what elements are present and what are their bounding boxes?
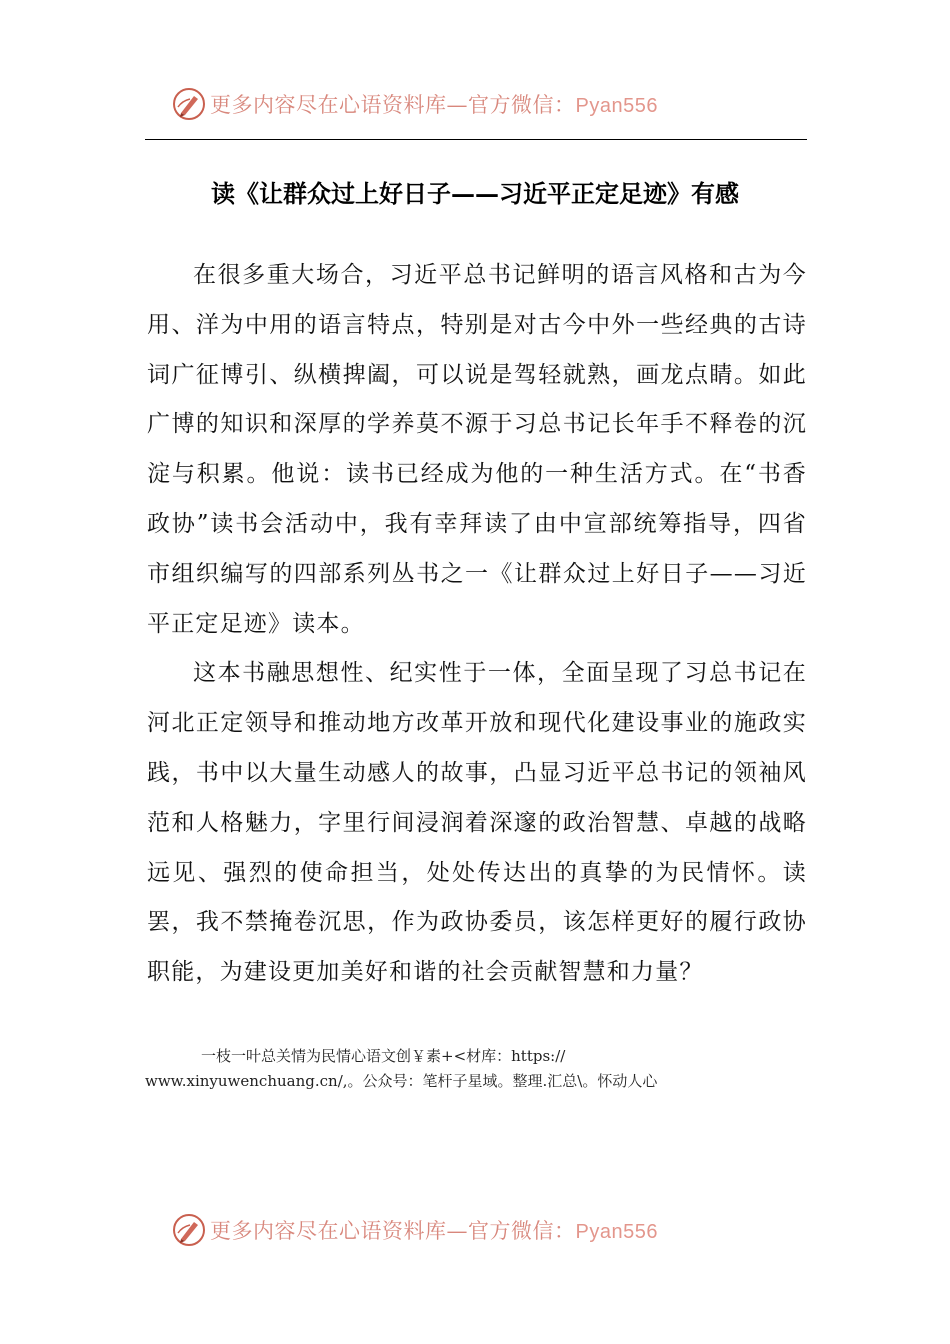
- wechat-id: Pyan556: [575, 1221, 658, 1243]
- banner-text: [210, 1215, 658, 1245]
- article-body: [147, 251, 807, 998]
- header-divider: [145, 139, 807, 140]
- paragraph-2: 这本书融思想性、纪实性于一体，全面呈现了习总书记在河北正定领导和推动地方改革开放和现代化建设事业的施政实践，书中以大量生动感人的故事，凸显习近平总书记的领袖风范和人格魅力，字里行间浸润着深邃的政治智慧、卓越的战略远见、强烈的使命担当，处处传达出的真挚的为民情怀。读罢，我不禁掩卷沉思，作为政协委员，该怎样更好的履行政协职能，为建设更加美好和谐的社会贡献智慧和力量？: [147, 660, 807, 986]
- footnote-line-2: www.xinyuwenchuang.cn/,。公众号：笔杆子星域。整理.汇总\。怀动人心: [145, 1072, 658, 1090]
- header-banner: [0, 82, 950, 126]
- pen-logo-icon: [172, 1213, 206, 1247]
- wechat-id: Pyan556: [575, 95, 658, 117]
- banner-main-text: 更多内容尽在心语资料库—官方微信：: [210, 1219, 576, 1243]
- banner-main-text: 更多内容尽在心语资料库—官方微信：: [210, 93, 576, 117]
- banner-text: [210, 89, 658, 119]
- footer-banner: [0, 1208, 950, 1252]
- source-footnote: [145, 1044, 805, 1094]
- footnote-line-1: 一枝一叶总关情为民情心语文创￥素+<材库：https://: [201, 1047, 566, 1065]
- paragraph-1: 在很多重大场合，习近平总书记鲜明的语言风格和古为今用、洋为中用的语言特点，特别是对古今中外一些经典的古诗词广征博引、纵横捭阖，可以说是驾轻就熟，画龙点睛。如此广博的知识和深厚的学养莫不源于习总书记长年手不释卷的沉淀与积累。他说：读书已经成为他的一种生活方式。在“书香政协”读书会活动中，我有幸拜读了由中宣部统筹指导，四省市组织编写的四部系列丛书之一《让群众过上好日子——习近平正定足迹》读本。: [147, 262, 807, 637]
- pen-logo-icon: [172, 87, 206, 121]
- page-title: 读《让群众过上好日子——习近平正定足迹》有感: [211, 179, 739, 208]
